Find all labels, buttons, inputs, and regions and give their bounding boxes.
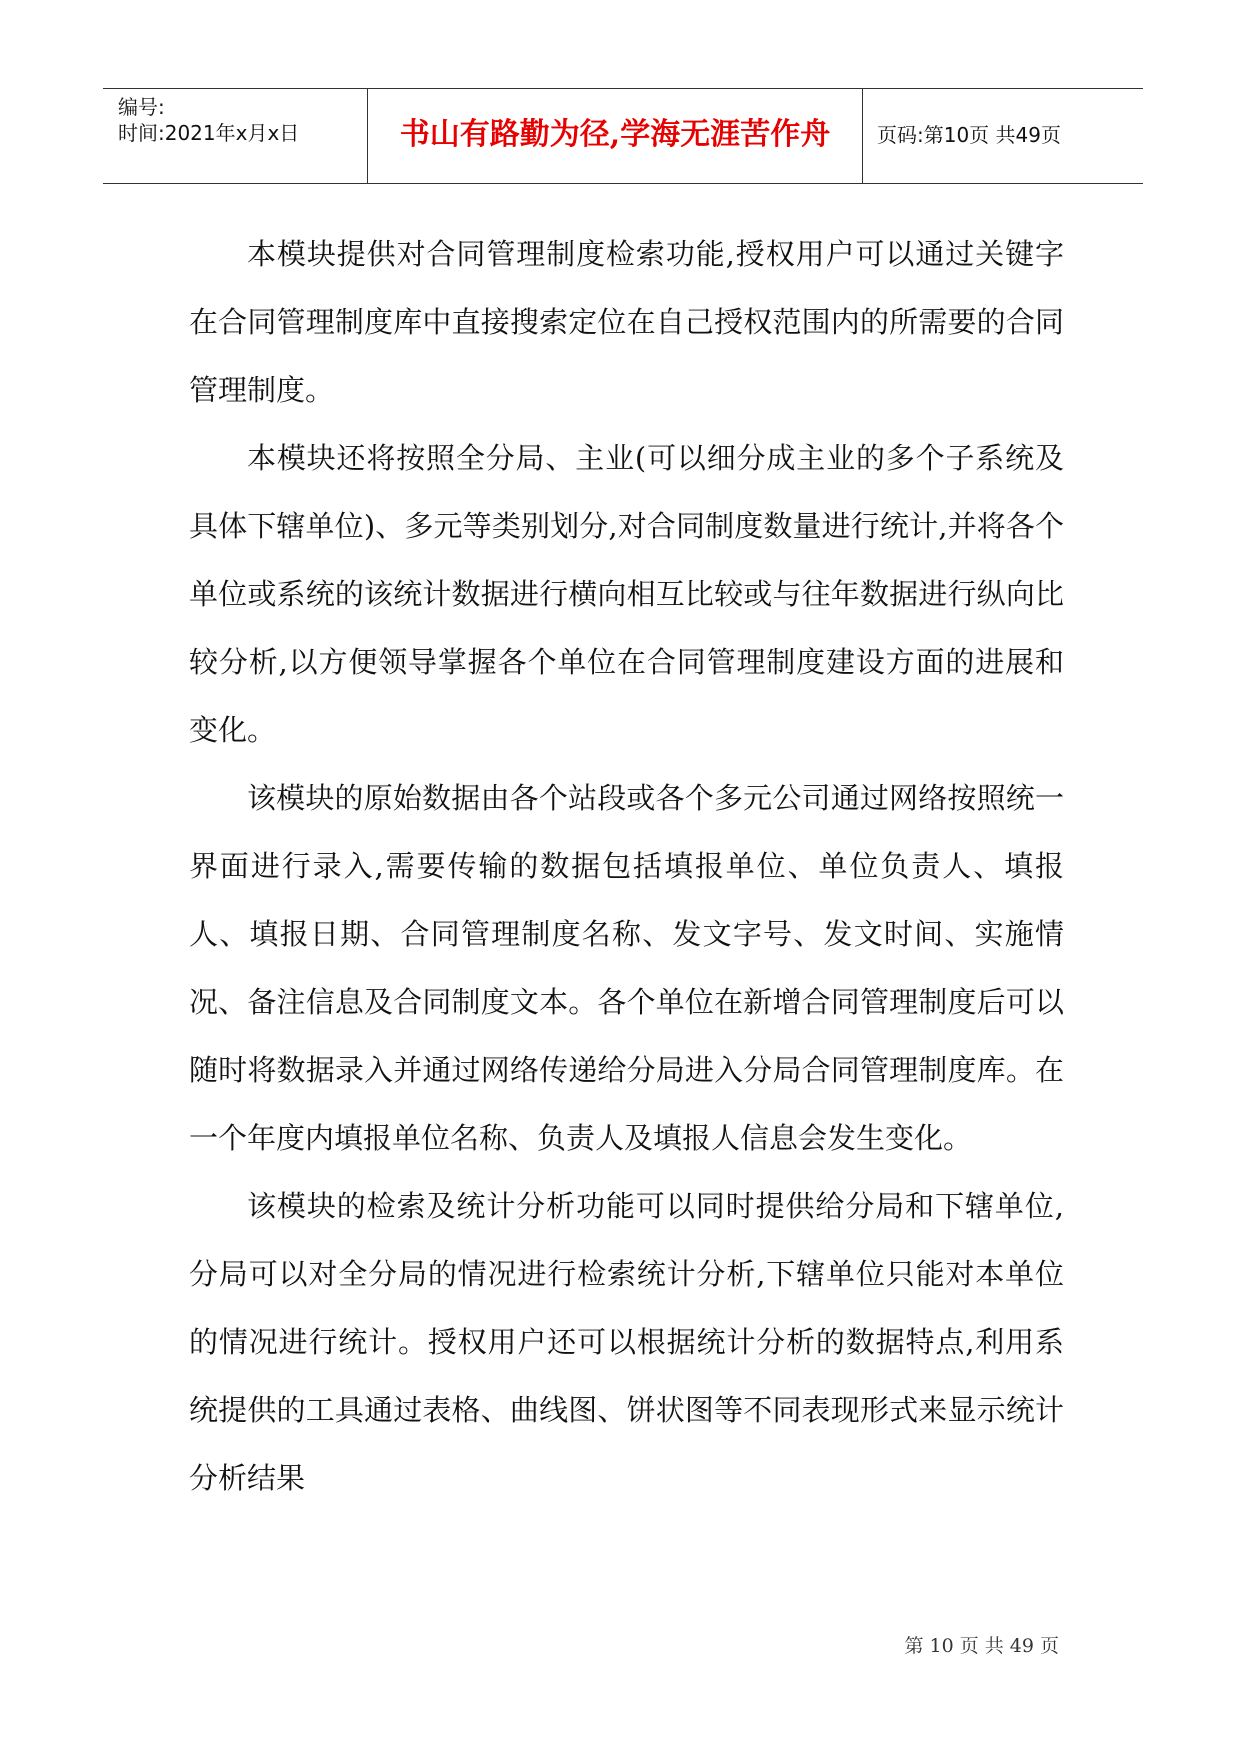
paragraph-1: 本模块提供对合同管理制度检索功能,授权用户可以通过关键字在合同管理制度库中直接搜索定位在自己授权范围内的所需要的合同管理制度。 <box>189 237 1064 407</box>
header-meta-cell <box>103 89 368 183</box>
header-page-number: 页码:第10页 共49页 <box>877 123 1061 147</box>
header-table <box>103 88 1143 184</box>
paragraph-2: 本模块还将按照全分局、主业(可以细分成主业的多个子系统及具体下辖单位)、多元等类别划分,对合同制度数量进行统计,并将各个单位或系统的该统计数据进行横向相互比较或与往年数据进行纵向比较分析,以方便领导掌握各个单位在合同管理制度建设方面的进展和变化。 <box>189 441 1064 747</box>
header-motto-cell <box>368 89 863 183</box>
paragraph-3: 该模块的原始数据由各个站段或各个多元公司通过网络按照统一界面进行录入,需要传输的数据包括填报单位、单位负责人、填报人、填报日期、合同管理制度名称、发文字号、发文时间、实施情况、备注信息及合同制度文本。各个单位在新增合同管理制度后可以随时将数据录入并通过网络传递给分局进入分局合同管理制度库。在一个年度内填报单位名称、负责人及填报人信息会发生变化。 <box>189 781 1064 1155</box>
doc-time-label: 时间:2021年x月x日 <box>118 121 300 145</box>
document-body <box>189 220 1064 1512</box>
footer-page-number: 第 10 页 共 49 页 <box>904 1635 1059 1657</box>
paragraph-4: 该模块的检索及统计分析功能可以同时提供给分局和下辖单位,分局可以对全分局的情况进行检索统计分析,下辖单位只能对本单位的情况进行统计。授权用户还可以根据统计分析的数据特点,利用系统提供的工具通过表格、曲线图、饼状图等不同表现形式来显示统计分析结果 <box>189 1189 1064 1495</box>
doc-number-label: 编号: <box>118 95 165 119</box>
header-page-cell <box>863 89 1143 183</box>
header-motto: 书山有路勤为径,学海无涯苦作舟 <box>399 117 831 152</box>
